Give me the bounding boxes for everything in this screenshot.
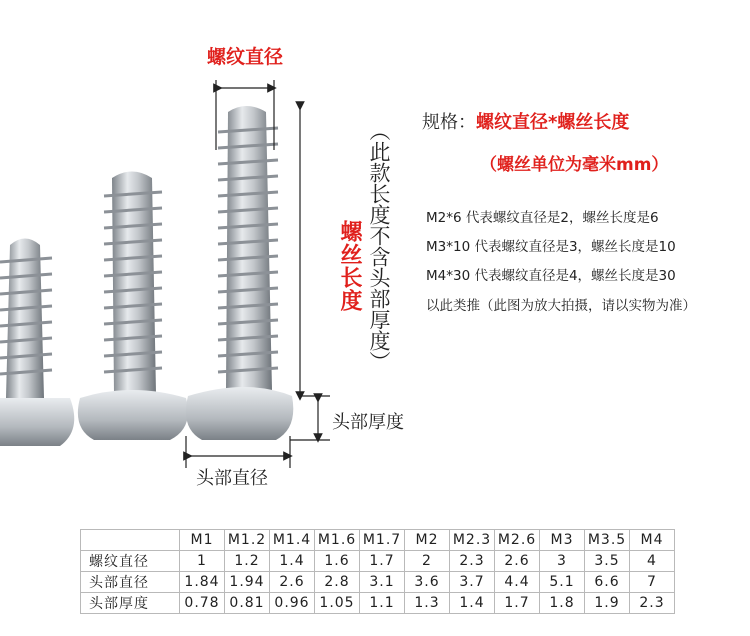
example-line: M3*10 代表螺纹直径是3，螺丝长度是10 [426,239,676,255]
table-cell: 1.3 [405,593,450,614]
column-header: M1.7 [360,530,405,551]
table-corner-cell [81,530,180,551]
screw-length-label: 螺丝长度 [337,220,362,312]
row-header: 头部厚度 [81,593,180,614]
size-table [80,529,675,614]
column-header: M2.3 [450,530,495,551]
table-cell: 4.4 [495,572,540,593]
table-cell: 1.7 [495,593,540,614]
table-cell: 2.6 [495,551,540,572]
table-cell: 0.81 [225,593,270,614]
screw-small [0,239,74,447]
table-cell: 4 [630,551,675,572]
table-header-row [81,530,675,551]
screw-large [186,106,293,440]
table-cell: 1.4 [450,593,495,614]
column-header: M1.2 [225,530,270,551]
table-cell: 3.1 [360,572,405,593]
table-cell: 2.3 [450,551,495,572]
table-cell: 3.6 [405,572,450,593]
column-header: M1.6 [315,530,360,551]
table-cell: 0.96 [270,593,315,614]
table-row [81,551,675,572]
table-cell: 7 [630,572,675,593]
example-line: 以此类推（此图为放大拍摄，请以实物为准） [426,298,696,314]
example-line: M2*6 代表螺纹直径是2，螺丝长度是6 [426,210,659,226]
table-cell: 2.8 [315,572,360,593]
table-cell: 1.4 [270,551,315,572]
table-row [81,572,675,593]
row-header: 头部直径 [81,572,180,593]
table-cell: 2 [405,551,450,572]
table-cell: 1.7 [360,551,405,572]
spec-value: 螺纹直径*螺丝长度 [476,112,630,133]
spec-key: 规格： [422,112,476,133]
unit-note: （螺丝单位为毫米mm） [480,155,669,175]
table-cell: 5.1 [540,572,585,593]
column-header: M3 [540,530,585,551]
table-row [81,593,675,614]
column-header: M3.5 [585,530,630,551]
spec-line [422,108,629,134]
table-cell: 1.1 [360,593,405,614]
column-header: M2 [405,530,450,551]
thread-diameter-label: 螺纹直径 [207,46,284,68]
table-cell: 1 [180,551,225,572]
table-cell: 1.9 [585,593,630,614]
column-header: M1.4 [270,530,315,551]
head-thickness-label: 头部厚度 [332,412,404,433]
table-cell: 1.84 [180,572,225,593]
head-diameter-label: 头部直径 [196,468,268,489]
column-header: M4 [630,530,675,551]
row-header: 螺纹直径 [81,551,180,572]
example-line: M4*30 代表螺纹直径是4，螺丝长度是30 [426,268,676,284]
table-cell: 3.5 [585,551,630,572]
table-cell: 3.7 [450,572,495,593]
table-cell: 1.94 [225,572,270,593]
table-cell: 2.6 [270,572,315,593]
table-cell: 6.6 [585,572,630,593]
table-cell: 1.6 [315,551,360,572]
table-cell: 1.05 [315,593,360,614]
column-header: M1 [180,530,225,551]
table-cell: 0.78 [180,593,225,614]
column-header: M2.6 [495,530,540,551]
table-cell: 2.3 [630,593,675,614]
length-note-label: （此款长度不含头部厚度） [367,120,391,372]
table-cell: 1.8 [540,593,585,614]
screw-medium [78,172,188,441]
table-cell: 1.2 [225,551,270,572]
table-cell: 3 [540,551,585,572]
